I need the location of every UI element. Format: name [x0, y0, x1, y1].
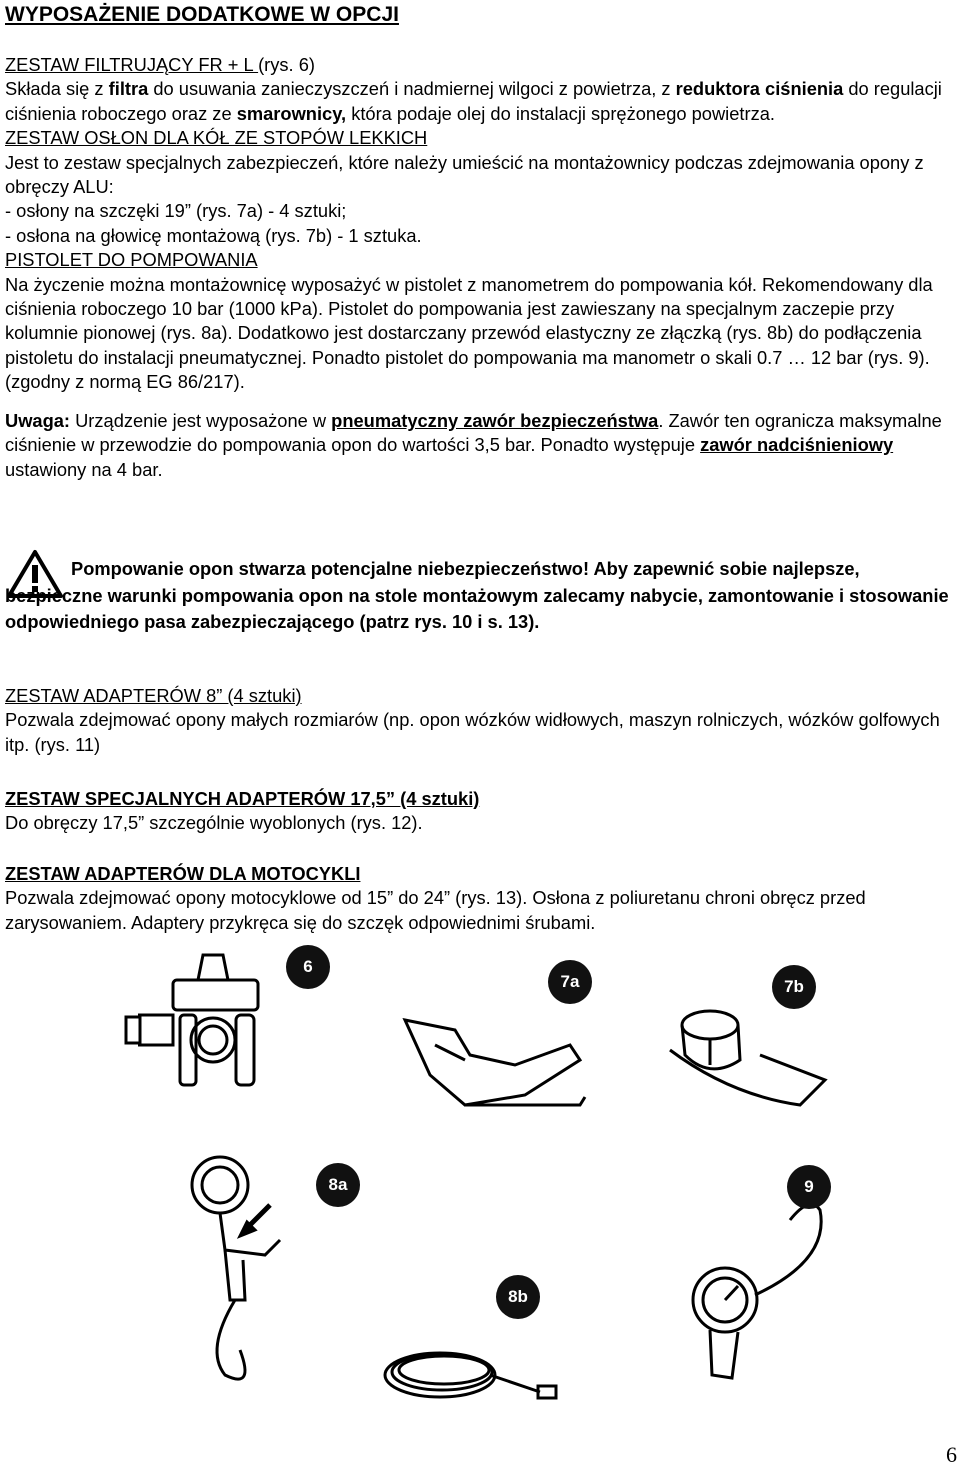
- filter-text-3: do regulacji ciśnienia roboczego oraz ze: [5, 78, 942, 124]
- figure-7b-head-shield: [650, 985, 835, 1120]
- adapters-8-heading: ZESTAW ADAPTERÓW 8” (4 sztuki): [5, 685, 302, 706]
- filter-text-1: Składa się z: [5, 78, 109, 100]
- figure-9-pressure-gauge-gun: [660, 1200, 850, 1400]
- gun-text: Na życzenie można montażownicę wyposażyć w pistolet z manometrem do pompowania kół. Rekomendowany dla ciśnienia roboczego 10 bar (1000 kPa). Pistolet do pompowania jest zawieszany na specjalnym zaczepie przy kolumnie pionowej (rys. 8a). Dodatkowo jest dostarczany przewód elastyczny ze złączką (rys. 8b) do podłączenia pistoletu do instalacji pneumatycznej. Ponadto pistolet do pompowania ma manometr o skali 0.7 … 12 bar (rys. 9). (zgodny z normą EG 86/217).: [5, 273, 933, 393]
- moto-adapters-heading: ZESTAW ADAPTERÓW DLA MOTOCYKLI: [5, 863, 361, 884]
- note-text-2: . Zawór ten ogranicza maksymalne ciśnienie w przewodzie do pompowania opon do wartości 3,5 bar. Ponadto występuje: [5, 409, 942, 456]
- note-safety-valve: pneumatyczny zawór bezpieczeństwa: [331, 409, 659, 431]
- shields-line-2: - osłony na szczęki 19” (rys. 7a) - 4 sztuki;: [5, 200, 347, 222]
- figure-6-filter-unit: [118, 945, 283, 1105]
- note-paragraph: [5, 409, 950, 482]
- shields-line-1: Jest to zestaw specjalnych zabezpieczeń, które należy umieścić na montażownicy podczas zdejmowania opony z obręczy ALU:: [5, 151, 924, 198]
- section-adapters-8: [5, 684, 950, 757]
- filter-text-2: do usuwania zanieczyszczeń i nadmiernej wilgoci z powietrza, z: [148, 78, 676, 100]
- adapters-8-text: Pozwala zdejmować opony małych rozmiarów (np. opon wózków widłowych, maszyn rolniczych, wózków golfowych itp. (rys. 11): [5, 709, 940, 755]
- figure-7b-badge: 7b: [772, 965, 816, 1009]
- figure-7a-badge: 7a: [548, 960, 592, 1004]
- figure-7a-jaw-shield: [395, 1005, 595, 1125]
- figure-6-badge: 6: [286, 945, 330, 989]
- page-number: 6: [946, 1442, 957, 1467]
- filter-text-bold-2: reduktora ciśnienia: [675, 78, 844, 100]
- note-overpressure-valve: zawór nadciśnieniowy: [700, 434, 894, 456]
- figure-8b-badge: 8b: [496, 1275, 540, 1319]
- note-text-3: ustawiony na 4 bar.: [5, 458, 163, 480]
- shields-heading: ZESTAW OSŁON DLA KÓŁ ZE STOPÓW LEKKICH: [5, 127, 428, 149]
- moto-adapters-text: Pozwala zdejmować opony motocyklowe od 15” do 24” (rys. 13). Osłona z poliuretanu chroni obręcz przed zarysowaniem. Adaptery przykręca się do szczęk odpowiednimi śrubami.: [5, 887, 866, 933]
- adapters-17-text: Do obręczy 17,5” szczególnie wyoblonych (rys. 12).: [5, 812, 423, 834]
- figure-9-badge: 9: [787, 1165, 831, 1209]
- filter-set-heading: ZESTAW FILTRUJĄCY FR + L: [5, 54, 259, 75]
- figure-8b-hose: [380, 1320, 565, 1420]
- section-filter-set: [5, 53, 950, 482]
- shields-line-3: - osłona na głowicę montażową (rys. 7b) - 1 sztuka.: [5, 224, 422, 246]
- note-text-1: Urządzenie jest wyposażone w: [70, 409, 332, 431]
- filter-text-bold-3: smarownicy,: [236, 102, 347, 124]
- warning-text: [5, 556, 950, 636]
- filter-set-heading-ref: (rys. 6): [258, 54, 315, 75]
- page-title: WYPOSAŻENIE DODATKOWE W OPCJI: [5, 3, 399, 26]
- figure-8a-badge: 8a: [316, 1163, 360, 1207]
- gun-heading: PISTOLET DO POMPOWANIA: [5, 249, 258, 271]
- warning-text-body: Pompowanie opon stwarza potencjalne niebezpieczeństwo! Aby zapewnić sobie najlepsze, bezpieczne warunki pompowania opon na stole montażowym zalecamy nabycie, zamontowanie i stosowanie odpowiedniego pasa zabezpieczającego (patrz rys. 10 i s. 13).: [5, 558, 949, 632]
- note-label: Uwaga:: [5, 409, 71, 431]
- filter-set-text: [5, 77, 950, 126]
- filter-text-4: która podaje olej do instalacji sprężonego powietrza.: [346, 102, 775, 124]
- section-adapters-17: [5, 787, 950, 836]
- filter-text-bold-1: filtra: [108, 78, 149, 100]
- adapters-17-heading: ZESTAW SPECJALNYCH ADAPTERÓW 17,5” (4 sztuki): [5, 788, 480, 809]
- section-moto-adapters: [5, 862, 950, 935]
